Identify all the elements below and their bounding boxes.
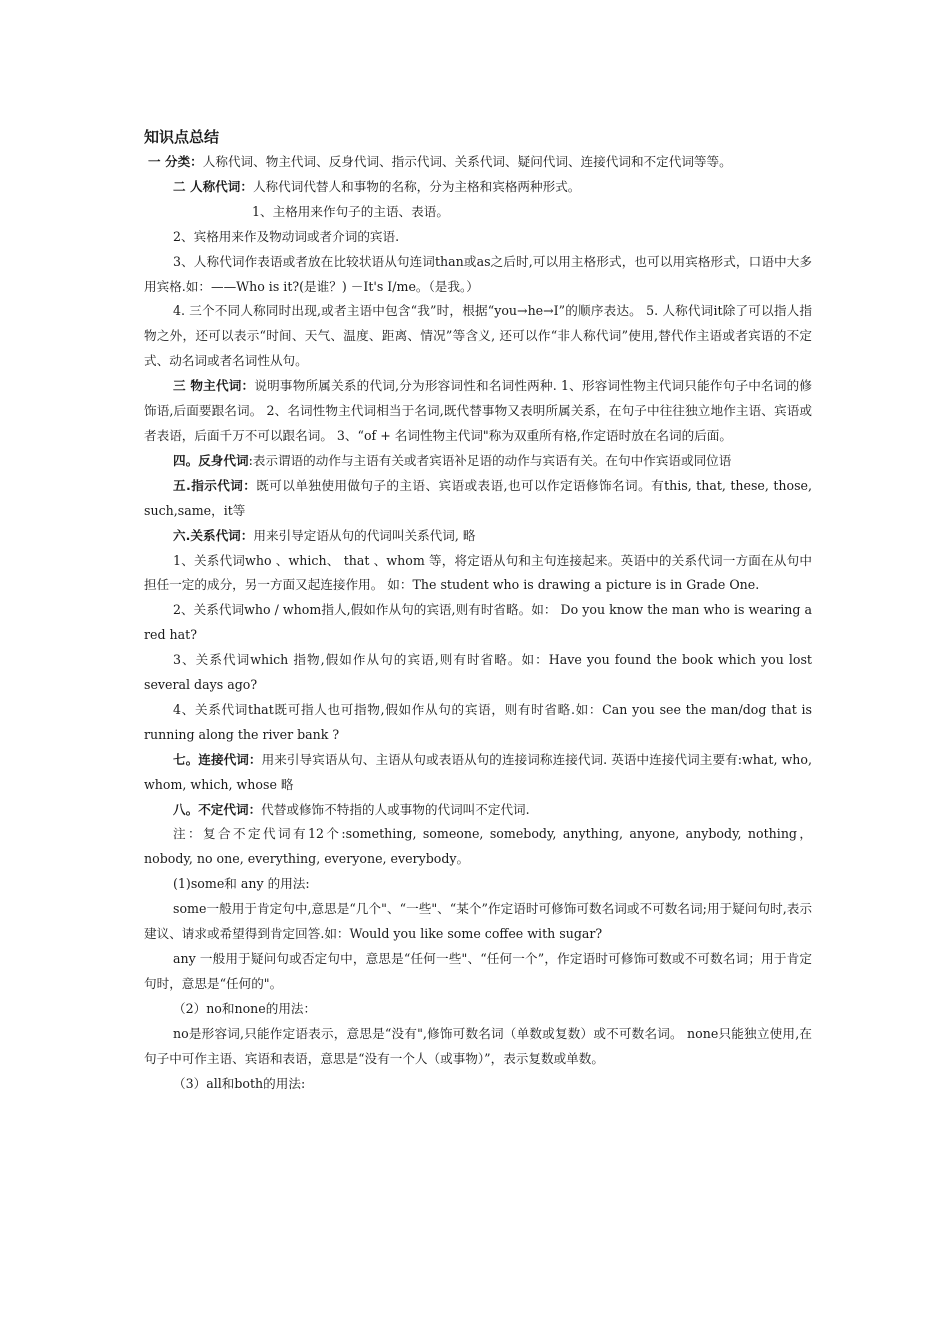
paragraph-text: 人称代词代替人和事物的名称，分为主格和宾格两种形式。 [252,178,581,194]
paragraph [144,449,812,474]
paragraph-text: 3、关系代词which 指物,假如作从句的宾语,则有时省略。如：Have you found the book which you lost several days ago? [144,652,812,693]
paragraph [144,150,812,175]
paragraph-text: 4. 三个不同人称同时出现,或者主语中包含“我”时，根据“you→he→I”的顺序表达。 5. 人称代词it除了可以指人指物之外，还可以表示“时间、天气、温度、距离、情况”等含义, 还可以作“非人称代词”使用,替代作主语或者宾语的不定式、动名词或者名词性从句。 [144,303,812,369]
paragraph [144,474,812,524]
paragraph [144,524,812,549]
paragraph [144,947,812,997]
section-heading: 三 物主代词： [173,378,255,394]
paragraph-text: 说明事物所属关系的代词,分为形容词性和名词性两种. 1、形容词性物主代词只能作句子中名词的修饰语,后面要跟名词。 2、名词性物主代词相当于名词,既代替事物又表明所属关系，在句子中往往独立地作主语、宾语或者表语，后面千万不可以跟名词。 3、“of + 名词性物主代词"称为双重所有格,作定语时放在名词的后面。 [144,378,812,443]
paragraph-text: 用来引导定语从句的代词叫关系代词, 略 [253,527,476,543]
paragraph-text: 2、关系代词who / whom指人,假如作从句的宾语,则有时省略。如： Do you know the man who is wearing a red hat? [144,602,812,643]
paragraph [144,648,812,698]
paragraph [144,822,812,872]
paragraph [144,1072,812,1097]
section-heading: 六.关系代词： [173,527,254,543]
paragraph-text: 用来引导宾语从句、主语从句或表语从句的连接词称连接代词. 英语中连接代词主要有:what, who, whom, which, whose 略 [144,751,813,792]
paragraph [144,997,812,1022]
paragraph [144,299,812,374]
paragraph [144,175,812,200]
document-body [144,150,812,1096]
section-heading: 一 分类： [148,154,203,169]
paragraph-text: 4、关系代词that既可指人也可指物,假如作从句的宾语，则有时省略.如：Can you see the man/dog that is running along the river bank ? [144,701,812,742]
paragraph [144,225,812,250]
paragraph-text: (1)some和 any 的用法: [173,876,310,892]
paragraph [144,598,812,648]
section-heading: 八。不定代词： [173,801,262,817]
paragraph [144,897,812,947]
paragraph-text: 注：复合不定代词有12个:something, someone, somebody, anything, anyone, anybody, nothing，nobody, no one, everything, everyone, everybody。 [144,826,812,867]
paragraph [144,798,812,823]
paragraph-text: 1、主格用来作句子的主语、表语。 [252,203,449,219]
paragraph-text: any 一般用于疑问句或否定句中，意思是“任何一些"、“任何一个”，作定语时可修饰可数或不可数名词；用于肯定句时，意思是“任何的"。 [144,951,812,991]
section-heading: 四。反身代词 [173,452,249,468]
paragraph [144,549,812,599]
paragraph [144,1022,812,1072]
page-title: 知识点总结 [144,128,220,146]
paragraph [144,200,812,225]
paragraph-text: some一般用于肯定句中,意思是“几个"、“一些"、“某个”作定语时可修饰可数名词或不可数名词;用于疑问句时,表示建议、请求或希望得到肯定回答.如：Would you like some coffee with sugar? [144,901,812,942]
paragraph [144,250,812,300]
paragraph-text: （2）no和none的用法： [173,1000,317,1016]
paragraph-text: no是形容词,只能作定语表示，意思是“没有",修饰可数名词（单数或复数）或不可数名词。 none只能独立使用,在句子中可作主语、宾语和表语，意思是“没有一个人（或事物）”，表示复数或单数。 [144,1025,812,1066]
paragraph [144,698,812,748]
paragraph-text: 既可以单独使用做句子的主语、宾语或表语,也可以作定语修饰名词。有this, that, these, those, such,same，it等 [144,477,812,518]
paragraph-text: 代替或修饰不特指的人或事物的代词叫不定代词. [261,801,530,817]
section-heading: 五.指示代词： [173,477,257,493]
paragraph [144,748,812,798]
paragraph-text: :表示谓语的动作与主语有关或者宾语补足语的动作与宾语有关。在句中作宾语或同位语 [248,452,732,468]
paragraph-text: 2、宾格用来作及物动词或者介词的宾语. [173,228,400,244]
paragraph-text: 3、人称代词作表语或者放在比较状语从句连词than或as之后时,可以用主格形式，也可以用宾格形式，口语中大多用宾格.如：——Who is it?(是谁？) －It's I/me。（是我。） [144,253,812,294]
paragraph [144,872,812,897]
document-page [144,124,812,1096]
paragraph-text: 1、关系代词who 、which、 that 、whom 等，将定语从句和主句连接起来。英语中的关系代词一方面在从句中担任一定的成分，另一方面又起连接作用。 如：The student who is drawing a picture is in Grade One. [144,552,812,593]
paragraph [144,374,812,449]
paragraph-text: （3）all和both的用法: [173,1075,306,1091]
section-heading: 二 人称代词： [173,178,253,194]
section-heading: 七。连接代词： [173,751,262,767]
paragraph-text: 人称代词、物主代词、反身代词、指示代词、关系代词、疑问代词、连接代词和不定代词等等。 [202,154,732,169]
